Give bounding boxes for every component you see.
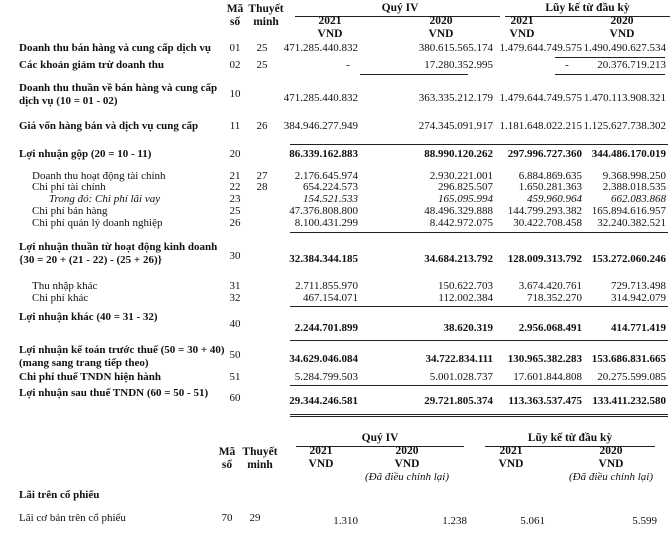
row-label: Thu nhập khác bbox=[32, 280, 98, 292]
row-q2020: 17.280.352.995 bbox=[424, 59, 493, 71]
ytd2020-year: 2020 bbox=[610, 15, 634, 27]
row-q2020: 296.825.507 bbox=[438, 181, 493, 193]
eps-q2020-header bbox=[352, 445, 462, 484]
row-ytd2020: 1.470.113.908.321 bbox=[583, 92, 666, 104]
subtotal-line bbox=[555, 74, 665, 75]
row-ytd2020: 20.275.599.085 bbox=[597, 371, 666, 383]
row-ytd2021: 297.996.727.360 bbox=[507, 148, 582, 160]
ytd-header: Lũy kế từ đầu kỳ bbox=[545, 2, 630, 14]
row-q2020: 380.615.565.174 bbox=[418, 42, 493, 54]
row-q2021: 47.376.808.800 bbox=[289, 205, 358, 217]
eps-section-label: Lãi trên cổ phiếu bbox=[19, 489, 100, 501]
ytd2021-year: 2021 bbox=[510, 15, 534, 27]
eps-ytd2021-year: 2021 bbox=[499, 445, 523, 457]
row-label: Trong đó: Chi phí lãi vay bbox=[49, 193, 161, 205]
total-line bbox=[290, 340, 668, 341]
row-ytd2020: 314.942.079 bbox=[611, 292, 666, 304]
row-ytd2021: 17.601.844.808 bbox=[513, 371, 582, 383]
row-note: 29 bbox=[249, 512, 261, 524]
total-line bbox=[290, 232, 668, 233]
row-q2021: 5.284.799.503 bbox=[294, 371, 358, 383]
row-ytd2021: 144.799.293.382 bbox=[507, 205, 582, 217]
double-line-top bbox=[290, 414, 668, 415]
row-q2021: 86.339.162.883 bbox=[289, 148, 358, 160]
row-q2021: 29.344.246.581 bbox=[289, 395, 358, 407]
row-ytd2021: 1.479.644.749.575 bbox=[499, 92, 582, 104]
row-label: Các khoản giảm trừ doanh thu bbox=[19, 59, 165, 71]
row-code: 60 bbox=[229, 392, 241, 404]
row-note: 26 bbox=[256, 120, 268, 132]
total-line bbox=[290, 144, 668, 145]
row-q2021: 2.244.701.899 bbox=[294, 322, 358, 334]
eps-ytd2021-header bbox=[486, 445, 536, 471]
eps-code-header bbox=[214, 446, 240, 472]
row-code: 30 bbox=[229, 250, 241, 262]
row-q2021: 32.384.344.185 bbox=[289, 253, 358, 265]
row-ytd2020: 344.486.170.019 bbox=[591, 148, 666, 160]
row-label: Lợi nhuận sau thuế TNDN (60 = 50 - 51) bbox=[19, 387, 209, 399]
eps-q2021-header bbox=[296, 445, 346, 471]
row-q2020: 5.001.028.737 bbox=[429, 371, 493, 383]
row-q2021: 34.629.046.084 bbox=[289, 353, 358, 365]
row-note: 28 bbox=[256, 181, 268, 193]
row-label: Lãi cơ bản trên cổ phiếu bbox=[19, 512, 126, 524]
row-label: Doanh thu thuần về bán hàng và cung cấp dịch vụ (10 = 01 - 02) bbox=[19, 82, 218, 107]
eps-ytd2020-header bbox=[556, 445, 666, 484]
row-q2020: 34.722.834.111 bbox=[425, 353, 493, 365]
row-code: 40 bbox=[229, 318, 241, 330]
eps-note-header bbox=[240, 446, 280, 472]
row-code: 20 bbox=[229, 148, 241, 160]
row-q2021: 1.310 bbox=[333, 515, 358, 527]
row-note: 25 bbox=[256, 59, 268, 71]
total-line bbox=[290, 306, 668, 307]
note-header bbox=[246, 3, 286, 29]
row-ytd2021: 6.884.869.635 bbox=[518, 170, 582, 182]
code-header bbox=[222, 3, 248, 29]
row-ytd2020: 20.376.719.213 bbox=[597, 59, 666, 71]
row-q2020: 274.345.091.917 bbox=[418, 120, 493, 132]
double-line-bottom bbox=[290, 416, 668, 417]
row-q2020: 34.684.213.792 bbox=[424, 253, 493, 265]
row-code: 01 bbox=[229, 42, 241, 54]
row-q2021: 8.100.431.299 bbox=[294, 217, 358, 229]
row-code: 50 bbox=[229, 349, 241, 361]
row-label: Chi phí tài chính bbox=[32, 181, 106, 193]
row-code: 51 bbox=[229, 371, 241, 383]
row-ytd2021: 3.674.420.761 bbox=[518, 280, 582, 292]
row-ytd2021: 2.956.068.491 bbox=[518, 322, 582, 334]
code-header-line1: Mã bbox=[226, 3, 244, 15]
row-code: 32 bbox=[229, 292, 241, 304]
q2021-year: 2021 bbox=[318, 15, 342, 27]
q2020-header bbox=[416, 15, 466, 41]
row-ytd2021: 1.650.281.363 bbox=[518, 181, 582, 193]
ytd2020-currency: VND bbox=[609, 28, 635, 40]
eps-code-header-line2: số bbox=[221, 459, 233, 471]
row-note: 27 bbox=[256, 170, 268, 182]
eps-ytd2020-year: 2020 bbox=[599, 445, 623, 457]
row-code: 02 bbox=[229, 59, 241, 71]
row-ytd2021: 1.479.644.749.575 bbox=[499, 42, 582, 54]
row-q2020: 2.930.221.001 bbox=[429, 170, 493, 182]
row-code: 26 bbox=[229, 217, 241, 229]
row-ytd2021: 718.352.270 bbox=[527, 292, 582, 304]
row-ytd2021: 113.363.537.475 bbox=[508, 395, 582, 407]
row-ytd2021: 1.181.648.022.215 bbox=[499, 120, 582, 132]
row-ytd2020: 153.686.831.665 bbox=[591, 353, 666, 365]
row-q2021: 471.285.440.832 bbox=[283, 42, 358, 54]
eps-ytd-header: Lũy kế từ đầu kỳ bbox=[527, 432, 613, 444]
row-label: Giá vốn hàng bán và dịch vụ cung cấp bbox=[19, 120, 199, 132]
row-ytd2020: 153.272.060.246 bbox=[591, 253, 666, 265]
row-q2021: 467.154.071 bbox=[303, 292, 358, 304]
row-ytd2020: 729.713.498 bbox=[611, 280, 666, 292]
row-code: 11 bbox=[229, 120, 241, 132]
row-ytd2020: 5.599 bbox=[632, 515, 657, 527]
row-q2020: 112.002.384 bbox=[438, 292, 493, 304]
row-ytd2020: 133.411.232.580 bbox=[592, 395, 666, 407]
row-label: Doanh thu hoạt động tài chính bbox=[32, 170, 166, 182]
row-ytd2021: 5.061 bbox=[520, 515, 545, 527]
row-ytd2021: 459.960.964 bbox=[527, 193, 582, 205]
eps-note-header-line2: minh bbox=[247, 459, 273, 471]
eps-q2021-currency: VND bbox=[308, 458, 334, 470]
row-ytd2020: 9.368.998.250 bbox=[602, 170, 666, 182]
row-label: Lợi nhuận khác (40 = 31 - 32) bbox=[19, 311, 158, 323]
note-header-line1: Thuyết bbox=[248, 3, 284, 15]
row-label: Chi phí khác bbox=[32, 292, 89, 304]
eps-code-header-line1: Mã bbox=[218, 446, 236, 458]
q2021-header bbox=[305, 15, 355, 41]
row-q2020: 48.496.329.888 bbox=[424, 205, 493, 217]
eps-note-header-line1: Thuyết bbox=[242, 446, 278, 458]
row-q2020: 1.238 bbox=[442, 515, 467, 527]
row-label: Chi phí quản lý doanh nghiệp bbox=[32, 217, 163, 229]
row-label: Chi phí thuế TNDN hiện hành bbox=[19, 371, 161, 383]
row-code: 10 bbox=[229, 88, 241, 100]
row-q2021: 154.521.533 bbox=[303, 193, 358, 205]
row-q2021: - bbox=[346, 59, 350, 71]
row-q2020: 8.442.972.075 bbox=[429, 217, 493, 229]
row-q2021: 2.176.645.974 bbox=[294, 170, 358, 182]
row-q2021: 384.946.277.949 bbox=[283, 120, 358, 132]
row-ytd2020: 414.771.419 bbox=[611, 322, 666, 334]
row-ytd2020: 1.125.627.738.302 bbox=[583, 120, 666, 132]
row-q2021: 654.224.573 bbox=[303, 181, 358, 193]
subtotal-line bbox=[360, 74, 468, 75]
row-ytd2020: 165.894.616.957 bbox=[591, 205, 666, 217]
code-header-line2: số bbox=[229, 16, 241, 28]
quarter-header: Quý IV bbox=[381, 2, 419, 14]
ytd2021-currency: VND bbox=[509, 28, 535, 40]
row-ytd2021: - bbox=[565, 59, 569, 71]
q2021-currency: VND bbox=[317, 28, 343, 40]
eps-q2020-restated: (Đã điều chỉnh lại) bbox=[364, 471, 449, 483]
row-ytd2020: 32.240.382.521 bbox=[597, 217, 666, 229]
row-q2020: 165.095.994 bbox=[438, 193, 493, 205]
row-code: 31 bbox=[229, 280, 241, 292]
row-ytd2020: 1.490.490.627.534 bbox=[583, 42, 666, 54]
row-label: Chi phí bán hàng bbox=[32, 205, 108, 217]
ytd2020-header bbox=[597, 15, 647, 41]
row-ytd2020: 662.083.868 bbox=[611, 193, 666, 205]
row-ytd2021: 128.009.313.792 bbox=[507, 253, 582, 265]
row-label: Lợi nhuận thuần từ hoạt động kinh doanh {30 = 20 + (21 - 22) - (25 + 26)} bbox=[19, 241, 218, 266]
row-ytd2021: 30.422.708.458 bbox=[513, 217, 582, 229]
row-code: 25 bbox=[229, 205, 241, 217]
row-q2020: 88.990.120.262 bbox=[424, 148, 493, 160]
subtotal-line bbox=[555, 57, 665, 58]
eps-ytd2020-restated: (Đã điều chỉnh lại) bbox=[568, 471, 653, 483]
row-note: 25 bbox=[256, 42, 268, 54]
note-header-line2: minh bbox=[253, 16, 279, 28]
row-q2020: 150.622.703 bbox=[438, 280, 493, 292]
eps-q2020-currency: VND bbox=[394, 458, 420, 470]
q2020-year: 2020 bbox=[429, 15, 453, 27]
row-label: Doanh thu bán hàng và cung cấp dịch vụ bbox=[19, 42, 211, 54]
eps-q2021-year: 2021 bbox=[309, 445, 333, 457]
ytd2021-header bbox=[497, 15, 547, 41]
row-q2020: 29.721.805.374 bbox=[424, 395, 493, 407]
eps-ytd2020-currency: VND bbox=[598, 458, 624, 470]
row-q2020: 38.620.319 bbox=[443, 322, 493, 334]
row-label: Lợi nhuận gộp (20 = 10 - 11) bbox=[19, 148, 152, 160]
row-ytd2021: 130.965.382.283 bbox=[507, 353, 582, 365]
q2020-currency: VND bbox=[428, 28, 454, 40]
eps-quarter-header: Quý IV bbox=[361, 432, 399, 444]
row-code: 70 bbox=[221, 512, 233, 524]
row-label: Lợi nhuận kế toán trước thuế (50 = 30 + 40) (mang sang trang tiếp theo) bbox=[19, 344, 225, 369]
row-ytd2020: 2.388.018.535 bbox=[602, 181, 666, 193]
row-q2021: 471.285.440.832 bbox=[283, 92, 358, 104]
row-code: 21 bbox=[229, 170, 241, 182]
total-line bbox=[290, 385, 668, 386]
row-q2021: 2.711.855.970 bbox=[295, 280, 358, 292]
eps-ytd2021-currency: VND bbox=[498, 458, 524, 470]
eps-q2020-year: 2020 bbox=[395, 445, 419, 457]
row-q2020: 363.335.212.179 bbox=[418, 92, 493, 104]
row-code: 23 bbox=[229, 193, 241, 205]
row-code: 22 bbox=[229, 181, 241, 193]
